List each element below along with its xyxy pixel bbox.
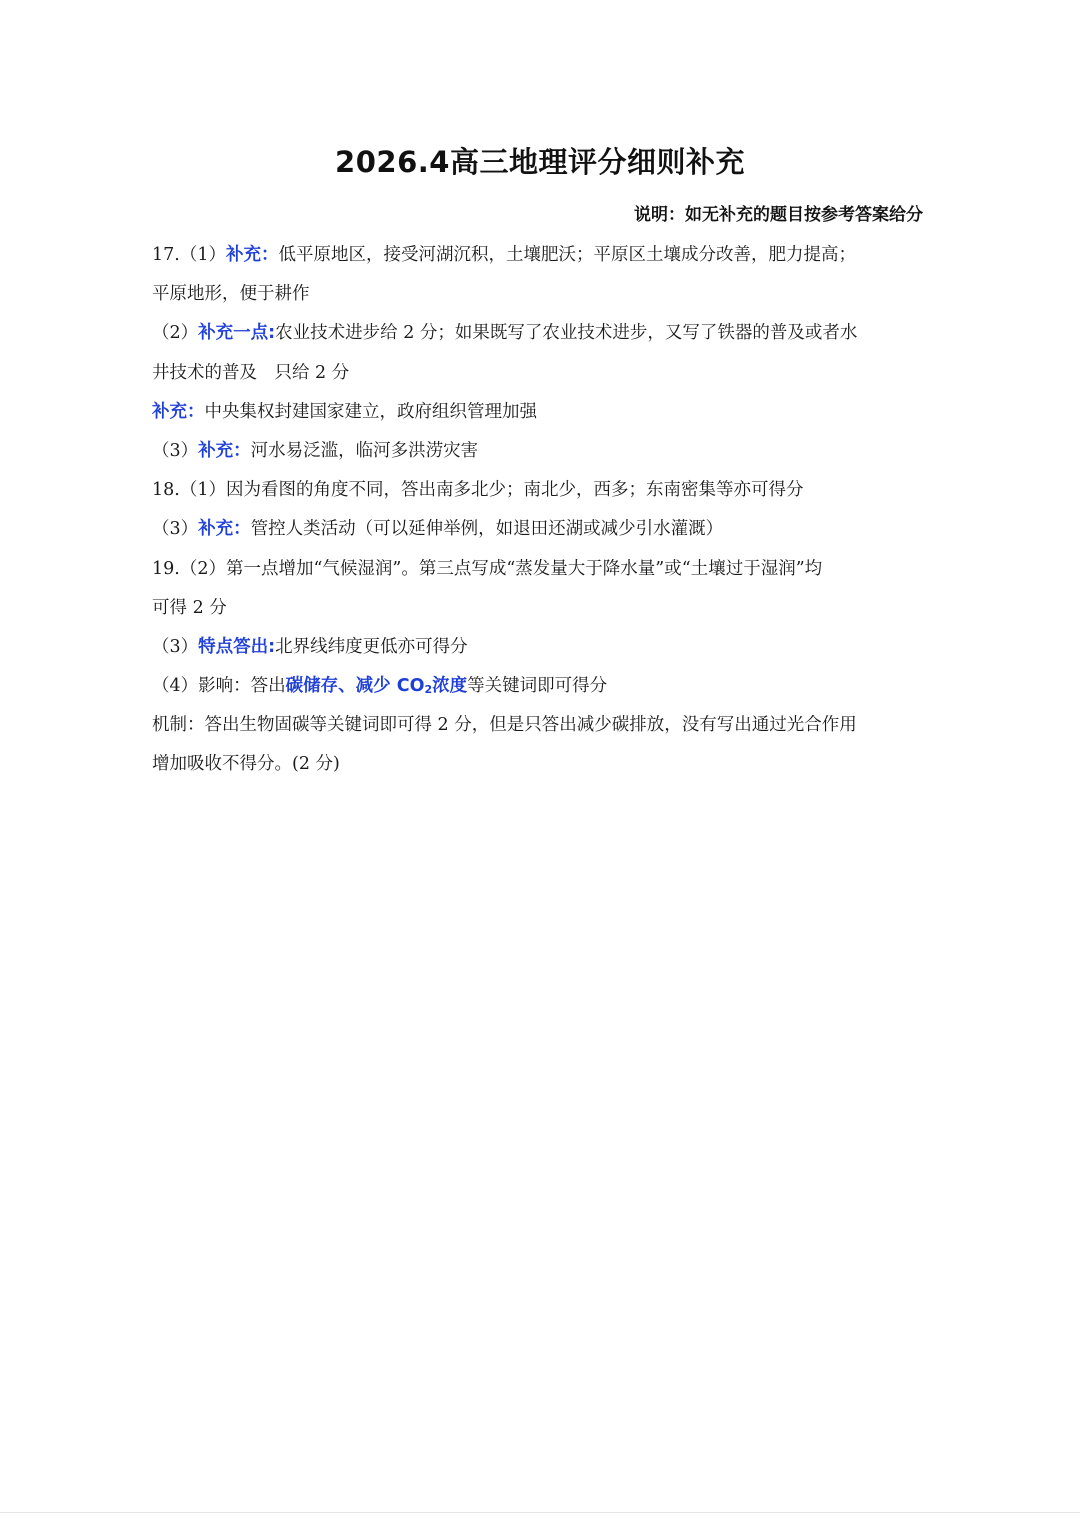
item-text: 农业技术进步给 2 分；如果既写了农业技术进步，又写了铁器的普及或者水 (275, 323, 858, 344)
content-body (152, 236, 928, 785)
item-text: 井技术的普及 只给 2 分 (152, 362, 350, 383)
item-18-1 (152, 471, 928, 510)
instruction-note: 说明：如无补充的题目按参考答案给分 (634, 205, 923, 225)
item-text: 北界线纬度更低亦可得分 (275, 636, 468, 657)
item-17-3 (152, 432, 928, 471)
item-number: （3） (152, 440, 199, 461)
item-text: 河水易泛滥，临河多洪涝灾害 (250, 440, 479, 461)
item-text: 增加吸收不得分。(2 分) (152, 754, 340, 775)
item-text: 机制：答出生物固碳等关键词即可得 2 分，但是只答出减少碳排放，没有写出通过光合作用 (152, 715, 857, 736)
keyword-highlight (286, 676, 467, 696)
item-17-2 (152, 314, 928, 353)
item-19-4-mechanism-cont (152, 745, 928, 784)
supplement-label: 补充： (152, 401, 205, 422)
item-number: （3） (152, 519, 199, 540)
item-number: 17.（1） (152, 245, 226, 265)
item-19-4 (152, 667, 928, 706)
item-17-1 (152, 236, 928, 275)
item-text: 低平原地区，接受河湖沉积，土壤肥沃；平原区土壤成分改善，肥力提高； (278, 245, 856, 265)
item-17-2-extra (152, 393, 928, 432)
item-text: 可得 2 分 (152, 597, 227, 618)
supplement-label: 补充： (198, 440, 251, 461)
supplement-label: 补充： (225, 245, 279, 265)
item-text: （4）影响：答出 (152, 676, 286, 697)
item-number: （2） (152, 323, 199, 344)
item-text: 平原地形，便于耕作 (152, 284, 310, 305)
item-19-2 (152, 550, 928, 589)
item-text: 等关键词即可得分 (467, 676, 608, 697)
supplement-label: 补充一点: (198, 323, 276, 344)
item-17-2-cont (152, 354, 928, 393)
item-text: 19.（2）第一点增加“气候湿润”。第三点写成“蒸发量大于降水量”或“土壤过于湿润”均 (152, 558, 823, 579)
item-text: 18.（1）因为看图的角度不同，答出南多北少；南北少，西多；东南密集等亦可得分 (152, 480, 804, 501)
item-number: （3） (152, 636, 199, 657)
keyword-text: 碳储存、减少 CO (285, 676, 425, 697)
supplement-label: 特点答出: (198, 636, 276, 657)
page-bottom-divider (0, 1512, 1080, 1513)
item-text: 中央集权封建国家建立，政府组织管理加强 (204, 401, 537, 422)
document-title: 2026.4高三地理评分细则补充 (335, 145, 745, 179)
item-18-3 (152, 510, 928, 549)
item-19-3 (152, 628, 928, 667)
item-text: 管控人类活动（可以延伸举例，如退田还湖或减少引水灌溉） (250, 519, 724, 540)
supplement-label: 补充： (198, 519, 251, 540)
item-17-1-cont (152, 275, 928, 314)
item-19-4-mechanism (152, 706, 928, 745)
keyword-text: 浓度 (432, 676, 468, 697)
item-19-2-cont (152, 589, 928, 628)
subscript-2: 2 (424, 683, 433, 697)
